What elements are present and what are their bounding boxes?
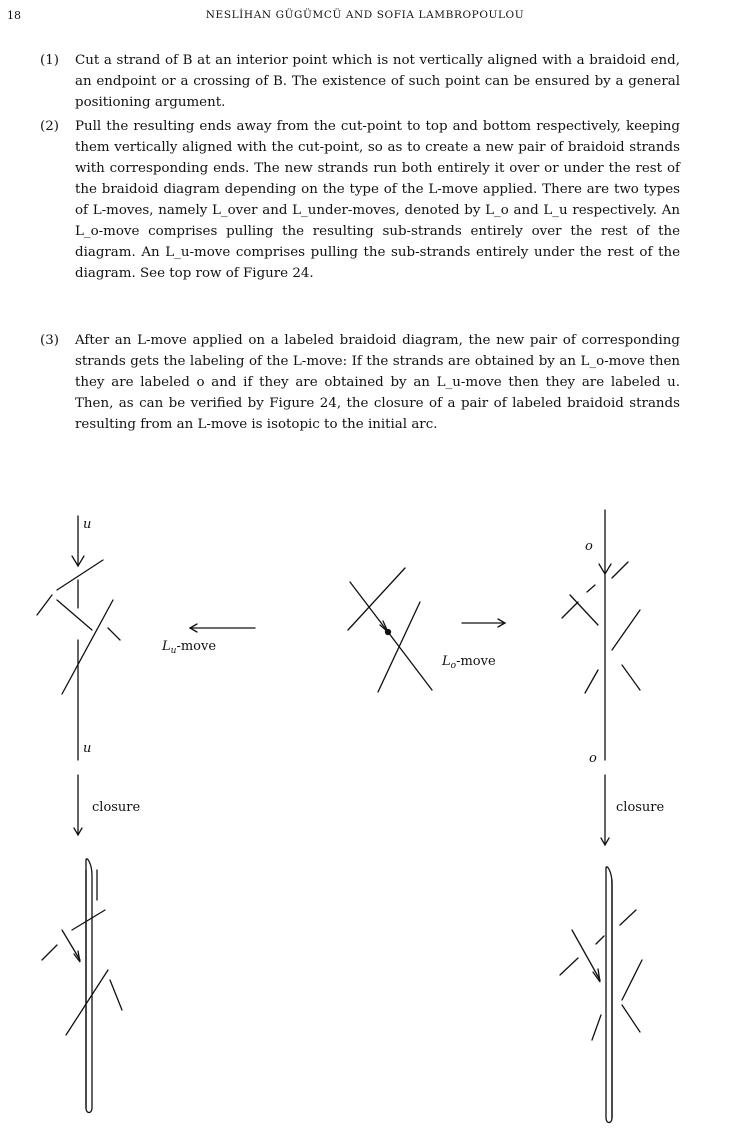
list-item-text: After an L-move applied on a labeled braidoid diagram, the new pair of corresponding strands gets the labeling of the L-move: If the strands are obtained by an L_o-move then they are labeled o and if they are obtained by an L_u-move then they are labeled u. Then, as can be verified by Figure 24, the closure of a pair of labeled braidoid strands resulting from an L-move is isotopic to the initial arc.: [75, 333, 680, 432]
closure-label-right: closure: [616, 800, 665, 815]
closure-left-diagram: [42, 859, 122, 1113]
running-head: NESLİHAN GÜGÜMCÜ AND SOFIA LAMBROPOULOU: [205, 9, 525, 21]
closure-arrow-left: [74, 775, 82, 835]
lo-move-diagram: [562, 510, 640, 760]
lo-move-arrow: [462, 619, 505, 627]
list-item-3: [40, 330, 680, 435]
list-item-number: (1): [40, 53, 59, 68]
lu-move-diagram: [37, 516, 120, 760]
lu-move-arrow: [190, 624, 255, 632]
list-item-number: (3): [40, 333, 59, 348]
closure-right-diagram: [560, 867, 642, 1123]
label-u-bottom: u: [83, 741, 92, 756]
original-braidoid-diagram: [348, 568, 432, 692]
list-item-2: [40, 116, 680, 284]
lu-move-label: $L_u$-move: [162, 639, 217, 656]
lo-move-label: $L_o$-move: [442, 654, 496, 671]
closure-label-left: closure: [92, 800, 141, 815]
label-o-bottom: o: [589, 751, 597, 766]
list-item-text: Cut a strand of B at an interior point which is not vertically aligned with a braidoid end, an endpoint or a crossing of B. The existence of such point can be ensured by a general positioning argument.: [75, 53, 680, 110]
closure-arrow-right: [601, 775, 609, 845]
list-item-text: Pull the resulting ends away from the cut-point to top and bottom respectively, keeping them vertically aligned with the cut-point, so as to create a new pair of braidoid strands with corresponding ends. The new strands run both entirely it over or under the rest of the braidoid diagram depending on the type of the L-move applied. There are two types of L-moves, namely L_over and L_under-moves, denoted by L_o and L_u respectively. An L_o-move comprises pulling the resulting sub-strands entirely over the rest of the diagram. An L_u-move comprises pulling the sub-strands entirely under the rest of the diagram. See top row of Figure 24.: [75, 119, 680, 281]
list-item-1: [40, 50, 680, 113]
page-number: 18: [7, 9, 21, 22]
figure-24: [0, 500, 730, 1130]
list-item-number: (2): [40, 119, 59, 134]
cut-point-dot: [386, 630, 391, 635]
label-u-top: u: [83, 517, 92, 532]
label-o-top: o: [585, 539, 593, 554]
